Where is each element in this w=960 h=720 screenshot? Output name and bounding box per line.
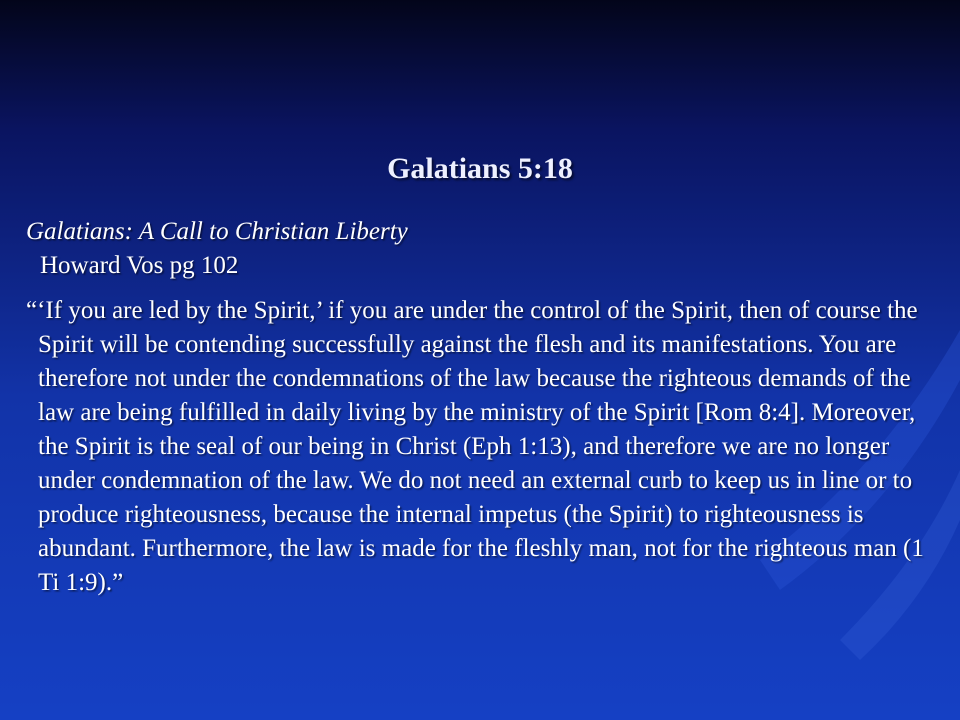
slide-title: Galatians 5:18 <box>387 152 573 185</box>
source-book-title: Galatians: A Call to Christian Liberty <box>26 218 408 245</box>
source-author-page: Howard Vos pg 102 <box>40 252 239 279</box>
slide-body <box>26 215 946 600</box>
quote-paragraph: “‘If you are led by the Spirit,’ if you are under the control of the Spirit, then of course the Spirit will be contending successfully against the flesh and its manifestations. You are therefore not under the condemnations of the law because the righteous demands of the law are being fulfilled in daily living by the ministry of the Spirit [Rom 8:4]. Moreover, the Spirit is the seal of our being in Christ (Eph 1:13), and therefore we are no longer under condemnation of the law. We do not need an external curb to keep us in line or to produce righteousness, because the internal impetus (the Spirit) to righteousness is abundant. Furthermore, the law is made for the fleshly man, not for the righteous man (1 Ti 1:9).” <box>26 297 924 596</box>
